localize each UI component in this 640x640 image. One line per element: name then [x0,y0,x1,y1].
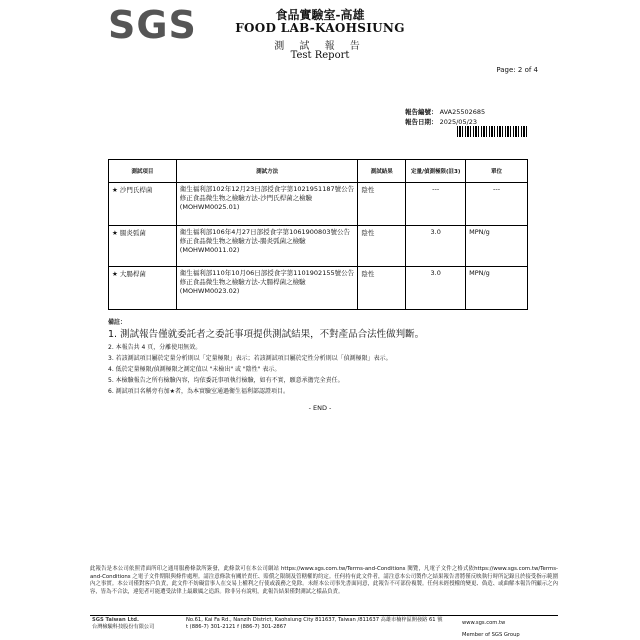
notes-section [108,317,548,397]
page-number: Page: 2 of 4 [496,66,538,74]
header-limit: 定量/偵測極限(註3) [406,160,466,183]
note-item: 4. 低於定量極限/偵測極限之測定值以 "未檢出" 或 "陰性" 表示。 [108,366,281,373]
table-header-row [109,160,528,183]
report-date-value: 2025/05/23 [439,118,478,126]
barcode [457,126,527,137]
cell-item: ★ 腸炎弧菌 [109,226,177,267]
cell-method: 衛生福利部106年4月27日部授食字第1061900803號公告修正食品微生物之檢驗方法-腸炎弧菌之檢驗(MOHWM0011.02) [176,226,358,267]
cell-limit: --- [406,183,466,226]
note-item: 2. 本報告共 4 頁，分離使用無效。 [108,344,202,351]
cell-item: ★ 沙門氏桿菌 [109,183,177,226]
cell-method: 衛生福利部102年12月23日部授食字第1021951187號公告修正食品微生物之檢驗方法-沙門氏桿菌之檢驗(MOHWM0025.01) [176,183,358,226]
lab-name-cn: 食品實驗室-高雄 [275,8,365,22]
disclaimer-text: 此報告是本公司依照背面所印之通用服務條款所簽發，此條款可在本公司網站 https://www.sgs.com.tw/Terms-and-Conditions 閱覽，凡電子文件之格式依https://www.sgs.com.tw/Terms-and-Conditions 之電子文件期限與條件處理。請注意條款有關於責任、賠償之限制及管轄權的約定。任何持有此文件者，請注意本公司製作之結果報告書將僅反映執行時所記錄且於接受指示範圍內之事實。本公司僅對客戶負責，此文件不妨礙當事人在交易上權利之行使或義務之免除。未經本公司事先書面同意，此報告不可部份複製。任何未經授權的變更、偽造、或曲解本報告所顯示之內容，皆為不合法，違犯者可能遭受法律上最嚴厲之追訴。除非另有說明，此報告結果僅對測試之樣品負責。 [90,566,558,595]
cell-result: 陰性 [358,183,406,226]
address-line: No.61, Kai Fa Rd., Nanzih District, Kaohsiung City 811637, Taiwan /811637 高雄市楠梓區開發路 61 號 [186,617,443,623]
cell-unit: MPN/g [466,267,528,310]
company-name-cn: 台灣檢驗科技股份有限公司 [92,624,155,630]
report-date [405,117,477,126]
cell-method: 衛生福利部110年10月06日部授食字第1101902155號公告修正食品微生物之檢驗方法-大腸桿菌之檢驗(MOHWM0023.02) [176,267,358,310]
note-item: 1. 測試報告僅就委託者之委託事項提供測試結果，不對產品合法性做判斷。 [108,329,425,340]
company-name-en: SGS Taiwan Ltd. [92,617,139,623]
notes-label: 備註： [108,319,127,326]
lab-name-en: FOOD LAB-KAOHSIUNG [235,21,405,35]
table-row [109,226,528,267]
report-date-label: 報告日期： [405,118,438,126]
test-results-table [108,159,528,310]
header-test-result: 測試結果 [358,160,406,183]
phone-line: t (886-7) 301-2121 f (886-7) 301-2867 [186,624,287,630]
report-number-label: 報告編號： [405,108,438,116]
footer-company [92,617,182,631]
footer-divider [90,615,558,616]
cell-item: ★ 大腸桿菌 [109,267,177,310]
cell-unit: --- [466,183,528,226]
cell-result: 陰性 [358,267,406,310]
report-number [405,107,485,116]
note-item: 5. 本檢驗報告之所有檢驗內容，均依委託事項執行檢驗，如有不實，願意承擔完全責任。 [108,377,344,384]
cell-result: 陰性 [358,226,406,267]
header-unit: 單位 [466,160,528,183]
header-test-method: 測試方法 [176,160,358,183]
note-item: 3. 若該測試項目屬於定量分析則以「定量極限」表示；若該測試項目屬於定性分析則以「偵測極限」表示。 [108,355,392,362]
cell-unit: MPN/g [466,226,528,267]
report-title-cn: 測 試 報 告 [274,41,366,52]
header-test-item: 測試項目 [109,160,177,183]
end-marker: - END - [308,404,332,412]
table-row [109,267,528,310]
report-title-en: Test Report [290,50,350,61]
cell-limit: 3.0 [406,267,466,310]
cell-limit: 3.0 [406,226,466,267]
sgs-logo: SGS [108,3,197,47]
website-link[interactable]: www.sgs.com.tw [462,620,506,626]
footer-address [186,617,446,631]
note-item: 6. 測試項目名稱旁有加★者，為本實驗室通過衛生福利部認證項目。 [108,388,290,395]
table-row [109,183,528,226]
report-number-value: AVA25502685 [439,108,486,116]
member-text: Member of SGS Group [462,632,520,638]
